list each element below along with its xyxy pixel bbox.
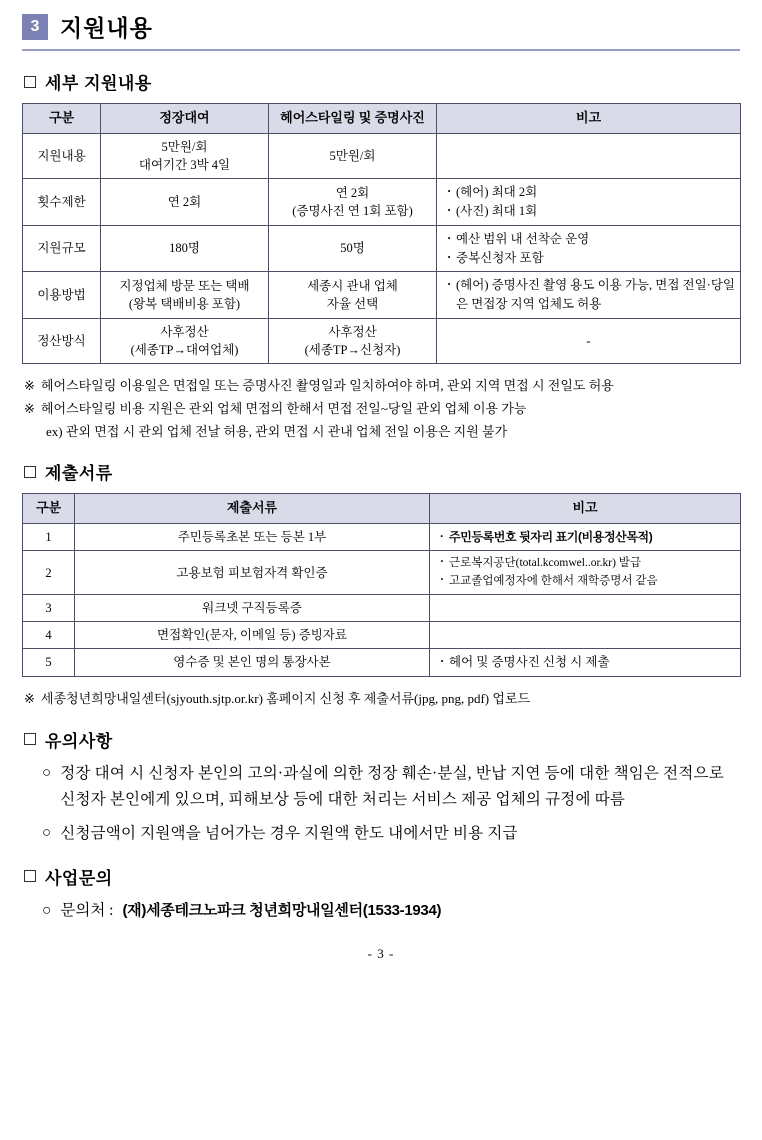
- cell-remarks: [430, 649, 741, 677]
- square-bullet-icon: [24, 870, 36, 882]
- documents-table: [22, 493, 741, 677]
- heading-detail-support-label: 세부 지원내용: [45, 74, 152, 93]
- cell-line: 5만원/회: [329, 149, 376, 164]
- note-line: [24, 398, 740, 421]
- table-row: [23, 622, 741, 649]
- cell-remarks: [437, 225, 741, 272]
- section-number-badge: 3: [22, 14, 48, 40]
- page-title: 지원내용: [60, 15, 153, 41]
- cell-line: 연 2회: [167, 194, 202, 209]
- cell-hair: [269, 318, 437, 363]
- cell-hair: [269, 272, 437, 319]
- remark-line: · 주민등록번호 뒷자리 표기(비용정산목적): [438, 528, 735, 546]
- circle-bullet-icon: ○: [42, 764, 52, 781]
- notice-list: [42, 761, 740, 848]
- contact-label: 문의처 :: [60, 901, 114, 919]
- remark-line: · (헤어) 최대 2회: [445, 183, 735, 202]
- table-header-row: [23, 104, 741, 134]
- cell-line: 자율 선택: [326, 297, 379, 311]
- cell-remarks: [437, 272, 741, 319]
- cell-line: 세종시 관내 업체: [307, 278, 398, 293]
- col-remarks: 비고: [437, 104, 741, 134]
- support-notes: [24, 375, 740, 443]
- remark-line: · 고교졸업예정자에 한해서 재학증명서 같음: [438, 573, 735, 590]
- square-bullet-icon: [24, 76, 36, 88]
- cell-hair: [269, 179, 437, 226]
- note-text: 헤어스타일링 비용 지원은 관외 업체 면접의 한해서 면접 전일~당일 관외 업체 이용 가능: [40, 400, 527, 416]
- section-header: [22, 10, 740, 51]
- row-label: 정산방식: [23, 318, 101, 363]
- remark-line: · 헤어 및 증명사진 신청 시 제출: [438, 653, 735, 672]
- heading-documents: [24, 459, 740, 484]
- contact-row: [42, 898, 740, 920]
- cell-remarks: [430, 622, 741, 649]
- cell-line: 대여기간 3박 4일: [138, 158, 231, 173]
- circle-bullet-icon: ○: [42, 824, 52, 841]
- list-item: [42, 821, 740, 848]
- table-row: [23, 272, 741, 319]
- table-row: [23, 551, 741, 595]
- table-row: [23, 318, 741, 363]
- col-remarks: 비고: [430, 494, 741, 524]
- cell-hair: [269, 225, 437, 272]
- heading-notice-label: 유의사항: [45, 731, 113, 751]
- cell-remarks: [430, 594, 741, 621]
- heading-contact-label: 사업문의: [45, 868, 113, 888]
- row-no: 4: [23, 622, 75, 649]
- note-mark: ※: [24, 400, 35, 416]
- remark-line: · 근로복지공단(total.kcomwel..or.kr) 발급: [438, 555, 735, 572]
- heading-documents-label: 제출서류: [45, 464, 113, 484]
- list-item: [42, 761, 740, 814]
- heading-detail-support: [24, 69, 740, 94]
- heading-notice: [24, 727, 740, 752]
- row-no: 3: [23, 594, 75, 621]
- row-no: 2: [23, 551, 75, 595]
- cell-line: 연 2회: [335, 185, 370, 200]
- cell-suit: [101, 134, 269, 179]
- cell-line: (세종TP→신청자): [304, 342, 401, 357]
- cell-document: 주민등록초본 또는 등본 1부: [75, 524, 430, 551]
- cell-line: (세종TP→대여업체): [130, 342, 239, 357]
- cell-remarks: [437, 179, 741, 226]
- row-no: 5: [23, 649, 75, 677]
- row-label: 이용방법: [23, 272, 101, 319]
- col-hair-photo: 헤어스타일링 및 증명사진: [269, 104, 437, 134]
- table-row: [23, 649, 741, 677]
- table-row: [23, 134, 741, 179]
- support-table: [22, 103, 741, 364]
- cell-document: 고용보험 피보험자격 확인증: [75, 551, 430, 595]
- note-text: 세종청년희망내일센터(sjyouth.sjtp.or.kr) 홈페이지 신청 후 제출서류(jpg, png, pdf) 업로드: [40, 690, 531, 706]
- square-bullet-icon: [24, 466, 36, 478]
- cell-remarks: [437, 134, 741, 179]
- row-no: 1: [23, 524, 75, 551]
- contact-value: (재)세종테크노파크 청년희망내일센터(1533-1934): [122, 901, 442, 919]
- row-label: 횟수제한: [23, 179, 101, 226]
- cell-document: 면접확인(문자, 이메일 등) 증빙자료: [75, 622, 430, 649]
- table-row: [23, 524, 741, 551]
- cell-document: 영수증 및 본인 명의 통장사본: [75, 649, 430, 677]
- cell-suit: [101, 179, 269, 226]
- note-line: [24, 688, 740, 711]
- row-label: 지원규모: [23, 225, 101, 272]
- note-mark: ※: [24, 690, 35, 706]
- col-document: 제출서류: [75, 494, 430, 524]
- heading-contact: [24, 864, 740, 889]
- note-text: ex) 관외 면접 시 관외 업체 전날 허용, 관외 면접 시 관내 업체 전일 이용은 지원 불가: [46, 423, 508, 439]
- note-line: [24, 421, 740, 444]
- documents-note: [24, 688, 740, 711]
- note-text: 헤어스타일링 이용일은 면접일 또는 증명사진 촬영일과 일치하여야 하며, 관외 지역 면접 시 전일도 허용: [40, 378, 614, 393]
- cell-suit: [101, 272, 269, 319]
- cell-line: 사후정산: [160, 324, 209, 339]
- col-suit-rental: 정장대여: [101, 104, 269, 134]
- cell-line: 5만원/회: [161, 140, 208, 154]
- cell-line: 50명: [340, 241, 365, 256]
- remark-line: · 예산 범위 내 선착순 운영: [445, 230, 735, 249]
- table-row: [23, 179, 741, 226]
- square-bullet-icon: [24, 733, 36, 745]
- note-line: [24, 375, 740, 398]
- table-header-row: [23, 494, 741, 524]
- table-row: [23, 225, 741, 272]
- cell-suit: [101, 225, 269, 272]
- note-mark: ※: [24, 378, 35, 393]
- cell-hair: [269, 134, 437, 179]
- cell-line: 지정업체 방문 또는 택배: [119, 278, 250, 293]
- page-number: - 3 -: [367, 945, 395, 961]
- cell-line: 180명: [169, 241, 200, 256]
- table-row: [23, 594, 741, 621]
- row-label: 지원내용: [23, 134, 101, 179]
- cell-line: (증명사진 연 1회 포함): [292, 204, 413, 218]
- cell-line: 사후정산: [328, 324, 377, 339]
- circle-bullet-icon: ○: [42, 901, 52, 919]
- cell-remarks: [430, 524, 741, 551]
- remark-line: · (헤어) 증명사진 촬영 용도 이용 가능, 면접 전일·당일은 면접장 지역 업체도 허용: [445, 276, 735, 314]
- notice-text: 정장 대여 시 신청자 본인의 고의·과실에 의한 정장 훼손·분실, 반납 지연 등에 대한 책임은 전적으로 신청자 본인에게 있으며, 피해보상 등에 대한 처리는 서비스 제공 업체의 규정에 따름: [60, 764, 724, 809]
- cell-remarks: [430, 551, 741, 595]
- col-no: 구분: [23, 494, 75, 524]
- cell-remarks: -: [437, 318, 741, 363]
- cell-line: (왕복 택배비용 포함): [128, 297, 241, 311]
- cell-suit: [101, 318, 269, 363]
- cell-document: 워크넷 구직등록증: [75, 594, 430, 621]
- col-category: 구분: [23, 104, 101, 134]
- remark-line: · (사진) 최대 1회: [445, 202, 735, 221]
- remark-line: · 중복신청자 포함: [445, 249, 735, 268]
- notice-text: 신청금액이 지원액을 넘어가는 경우 지원액 한도 내에서만 비용 지급: [60, 824, 518, 842]
